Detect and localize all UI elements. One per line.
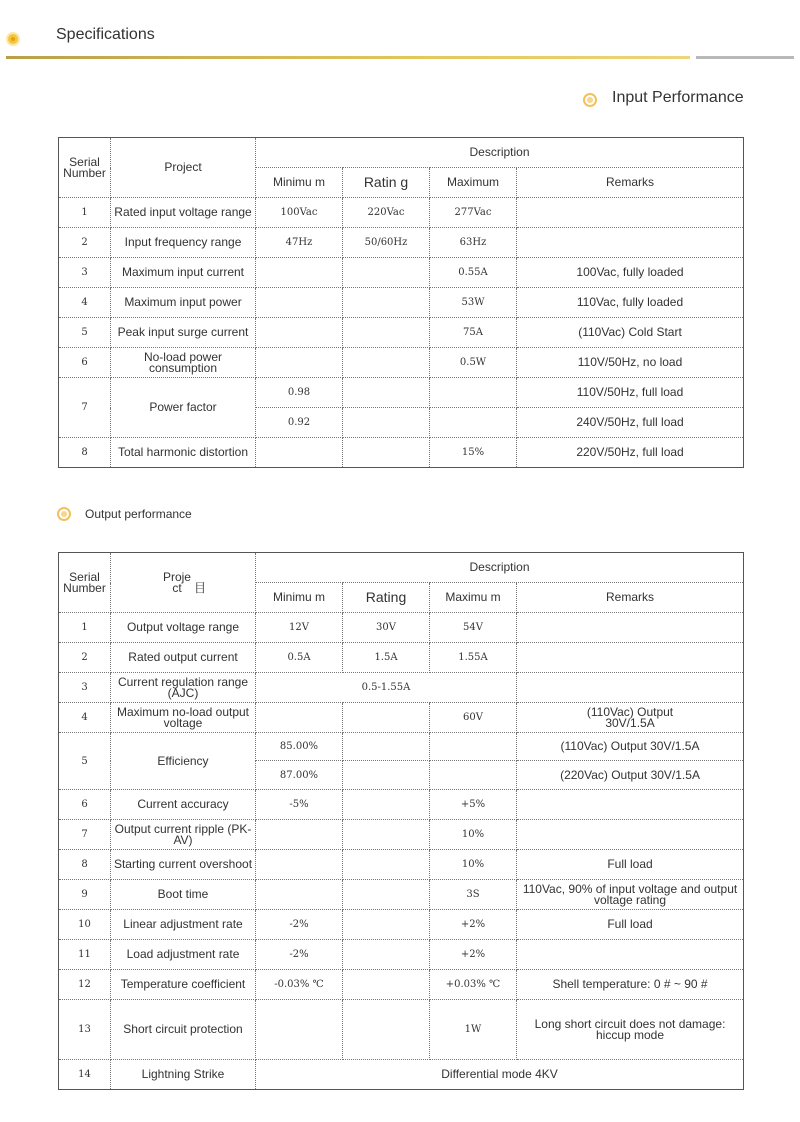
cell-remarks: (110Vac) Cold Start <box>517 318 744 348</box>
header-remarks: Remarks <box>517 168 744 198</box>
cell-maximum: 10% <box>430 850 517 880</box>
table-row <box>59 378 744 408</box>
cell-merged-range: 0.5-1.55A <box>256 673 517 703</box>
table-row <box>59 1000 744 1060</box>
cell-rating <box>343 790 430 820</box>
cell-remarks: 240V/50Hz, full load <box>517 408 744 438</box>
cell-project: Maximum input power <box>111 288 256 318</box>
cell-remarks: (110Vac) Output 30V/1.5A <box>517 733 744 761</box>
cell-remarks: 100Vac, fully loaded <box>517 258 744 288</box>
table-row <box>59 673 744 703</box>
table-row <box>59 880 744 910</box>
header-divider-gray <box>696 56 794 59</box>
cell-serial: 8 <box>59 850 111 880</box>
cell-minimum <box>256 348 343 378</box>
cell-minimum <box>256 850 343 880</box>
cell-remarks <box>517 703 744 733</box>
cell-maximum: 15% <box>430 438 517 468</box>
cell-project: Maximum no-load output voltage <box>111 703 256 733</box>
cell-maximum: 1W <box>430 1000 517 1060</box>
cell-minimum <box>256 438 343 468</box>
cell-remarks: Shell temperature: 0 # ~ 90 # <box>517 970 744 1000</box>
cell-project: Linear adjustment rate <box>111 910 256 940</box>
cell-rating <box>343 438 430 468</box>
cell-serial: 7 <box>59 820 111 850</box>
cell-maximum: 53W <box>430 288 517 318</box>
table-row <box>59 198 744 228</box>
header-minimum: Minimu m <box>256 168 343 198</box>
cell-minimum: -2% <box>256 910 343 940</box>
cell-rating <box>343 318 430 348</box>
cell-rating: 220Vac <box>343 198 430 228</box>
cell-rating <box>343 348 430 378</box>
cell-maximum: 63Hz <box>430 228 517 258</box>
cell-minimum <box>256 820 343 850</box>
cell-project: Current regulation range (AJC) <box>111 673 256 703</box>
cell-project: Rated input voltage range <box>111 198 256 228</box>
cell-maximum: +2% <box>430 910 517 940</box>
cell-rating <box>343 761 430 790</box>
cell-serial: 4 <box>59 288 111 318</box>
cell-serial: 1 <box>59 613 111 643</box>
cell-minimum: 0.92 <box>256 408 343 438</box>
cell-maximum: +5% <box>430 790 517 820</box>
cell-remarks <box>517 643 744 673</box>
cell-rating <box>343 850 430 880</box>
cell-serial: 13 <box>59 1000 111 1060</box>
table-row <box>59 790 744 820</box>
cell-rating <box>343 940 430 970</box>
cell-rating <box>343 1000 430 1060</box>
cell-merged-description: Differential mode 4KV <box>256 1060 744 1090</box>
cell-rating <box>343 733 430 761</box>
cell-remarks: 220V/50Hz, full load <box>517 438 744 468</box>
cell-serial: 2 <box>59 228 111 258</box>
header-rating: Rating <box>343 583 430 613</box>
header-remarks: Remarks <box>517 583 744 613</box>
table-row <box>59 850 744 880</box>
cell-project: Output voltage range <box>111 613 256 643</box>
header-project-label: Proje ct <box>162 569 191 595</box>
table-row <box>59 1060 744 1090</box>
cell-remarks-text: (110Vac) Output 30V/1.5A <box>586 704 674 730</box>
cell-serial: 6 <box>59 348 111 378</box>
cell-project: Starting current overshoot <box>111 850 256 880</box>
cell-rating <box>343 880 430 910</box>
output-performance-title: Output performance <box>85 507 192 521</box>
table-row <box>59 288 744 318</box>
cell-remarks: Full load <box>517 910 744 940</box>
cell-remarks <box>517 613 744 643</box>
cell-rating <box>343 378 430 408</box>
cell-minimum: -5% <box>256 790 343 820</box>
cell-project: Maximum input current <box>111 258 256 288</box>
cell-serial: 12 <box>59 970 111 1000</box>
cell-rating <box>343 970 430 1000</box>
cell-minimum: 87.00% <box>256 761 343 790</box>
cell-remarks: 110V/50Hz, full load <box>517 378 744 408</box>
cell-serial: 5 <box>59 318 111 348</box>
cell-remarks <box>517 820 744 850</box>
table-row <box>59 643 744 673</box>
cell-serial: 6 <box>59 790 111 820</box>
cell-maximum: 1.55A <box>430 643 517 673</box>
cell-remarks: Full load <box>517 850 744 880</box>
cell-rating: 30V <box>343 613 430 643</box>
cell-serial: 14 <box>59 1060 111 1090</box>
cell-maximum <box>430 761 517 790</box>
header-project <box>111 553 256 613</box>
cell-minimum <box>256 318 343 348</box>
cell-minimum: 100Vac <box>256 198 343 228</box>
cell-maximum: 0.55A <box>430 258 517 288</box>
cell-rating <box>343 258 430 288</box>
page-title: Specifications <box>56 26 155 43</box>
table-row <box>59 910 744 940</box>
cell-maximum: 60V <box>430 703 517 733</box>
cell-minimum: 47Hz <box>256 228 343 258</box>
cell-minimum: -2% <box>256 940 343 970</box>
table-header-row <box>59 553 744 583</box>
cell-minimum <box>256 880 343 910</box>
section-ring-icon <box>583 93 597 107</box>
cell-serial: 3 <box>59 673 111 703</box>
cell-maximum <box>430 408 517 438</box>
page-header <box>0 0 800 64</box>
cell-remarks <box>517 940 744 970</box>
cell-serial: 1 <box>59 198 111 228</box>
cell-remarks: Long short circuit does not damage: hiccup mode <box>517 1000 744 1060</box>
cell-maximum: 75A <box>430 318 517 348</box>
cell-maximum <box>430 733 517 761</box>
cell-minimum <box>256 1000 343 1060</box>
table-row <box>59 438 744 468</box>
cell-project: Short circuit protection <box>111 1000 256 1060</box>
cell-minimum: -0.03% ℃ <box>256 970 343 1000</box>
cell-minimum <box>256 258 343 288</box>
cell-serial: 2 <box>59 643 111 673</box>
table-row <box>59 318 744 348</box>
cell-maximum: 10% <box>430 820 517 850</box>
cell-rating <box>343 408 430 438</box>
header-description: Description <box>256 138 744 168</box>
cell-remarks <box>517 228 744 258</box>
cell-project: Power factor <box>111 378 256 438</box>
header-serial-number: Serial Number <box>59 138 111 198</box>
cell-minimum: 0.5A <box>256 643 343 673</box>
header-divider-gold <box>6 56 690 59</box>
section-ring-icon <box>57 507 71 521</box>
cell-remarks: (220Vac) Output 30V/1.5A <box>517 761 744 790</box>
cell-serial: 5 <box>59 733 111 790</box>
cell-remarks: 110V/50Hz, no load <box>517 348 744 378</box>
table-row <box>59 970 744 1000</box>
cell-maximum: +0.03% ℃ <box>430 970 517 1000</box>
cell-rating: 50/60Hz <box>343 228 430 258</box>
output-performance-table <box>58 552 744 1090</box>
cell-project: No-load power consumption <box>111 348 256 378</box>
cell-project: Efficiency <box>111 733 256 790</box>
cell-maximum: +2% <box>430 940 517 970</box>
input-performance-table <box>58 137 744 468</box>
table-row <box>59 733 744 761</box>
cell-remarks: 110Vac, 90% of input voltage and output voltage rating <box>517 880 744 910</box>
cell-rating <box>343 820 430 850</box>
cell-serial: 9 <box>59 880 111 910</box>
cell-remarks <box>517 673 744 703</box>
cell-project: Boot time <box>111 880 256 910</box>
bullet-dot-icon <box>8 34 18 44</box>
header-description: Description <box>256 553 744 583</box>
cell-minimum <box>256 288 343 318</box>
cell-maximum: 3S <box>430 880 517 910</box>
input-performance-title: Input Performance <box>612 89 744 106</box>
table-row <box>59 228 744 258</box>
cell-rating <box>343 910 430 940</box>
cell-project: Peak input surge current <box>111 318 256 348</box>
cell-project: Current accuracy <box>111 790 256 820</box>
cell-serial: 10 <box>59 910 111 940</box>
header-project-glyph: 目 <box>193 580 206 595</box>
table-row <box>59 703 744 733</box>
cell-rating: 1.5A <box>343 643 430 673</box>
cell-rating <box>343 703 430 733</box>
header-maximum: Maximum <box>430 168 517 198</box>
cell-remarks <box>517 198 744 228</box>
header-rating: Ratin g <box>343 168 430 198</box>
cell-minimum: 0.98 <box>256 378 343 408</box>
cell-minimum <box>256 703 343 733</box>
cell-maximum: 54V <box>430 613 517 643</box>
cell-maximum: 0.5W <box>430 348 517 378</box>
header-serial-number: Serial Number <box>59 553 111 613</box>
cell-serial: 4 <box>59 703 111 733</box>
cell-serial: 3 <box>59 258 111 288</box>
header-maximum: Maximu m <box>430 583 517 613</box>
cell-project: Temperature coefficient <box>111 970 256 1000</box>
cell-project: Input frequency range <box>111 228 256 258</box>
table-row <box>59 613 744 643</box>
cell-maximum <box>430 378 517 408</box>
cell-serial: 11 <box>59 940 111 970</box>
cell-serial: 8 <box>59 438 111 468</box>
cell-project: Output current ripple (PK-AV) <box>111 820 256 850</box>
header-minimum: Minimu m <box>256 583 343 613</box>
table-row <box>59 820 744 850</box>
table-row <box>59 348 744 378</box>
cell-minimum: 85.00% <box>256 733 343 761</box>
cell-rating <box>343 288 430 318</box>
cell-maximum: 277Vac <box>430 198 517 228</box>
cell-project: Load adjustment rate <box>111 940 256 970</box>
header-project: Project <box>111 138 256 198</box>
table-row <box>59 940 744 970</box>
cell-project: Total harmonic distortion <box>111 438 256 468</box>
table-header-row <box>59 138 744 168</box>
cell-project: Lightning Strike <box>111 1060 256 1090</box>
cell-remarks <box>517 790 744 820</box>
cell-remarks: 110Vac, fully loaded <box>517 288 744 318</box>
cell-project: Rated output current <box>111 643 256 673</box>
cell-minimum: 12V <box>256 613 343 643</box>
table-row <box>59 258 744 288</box>
cell-serial: 7 <box>59 378 111 438</box>
